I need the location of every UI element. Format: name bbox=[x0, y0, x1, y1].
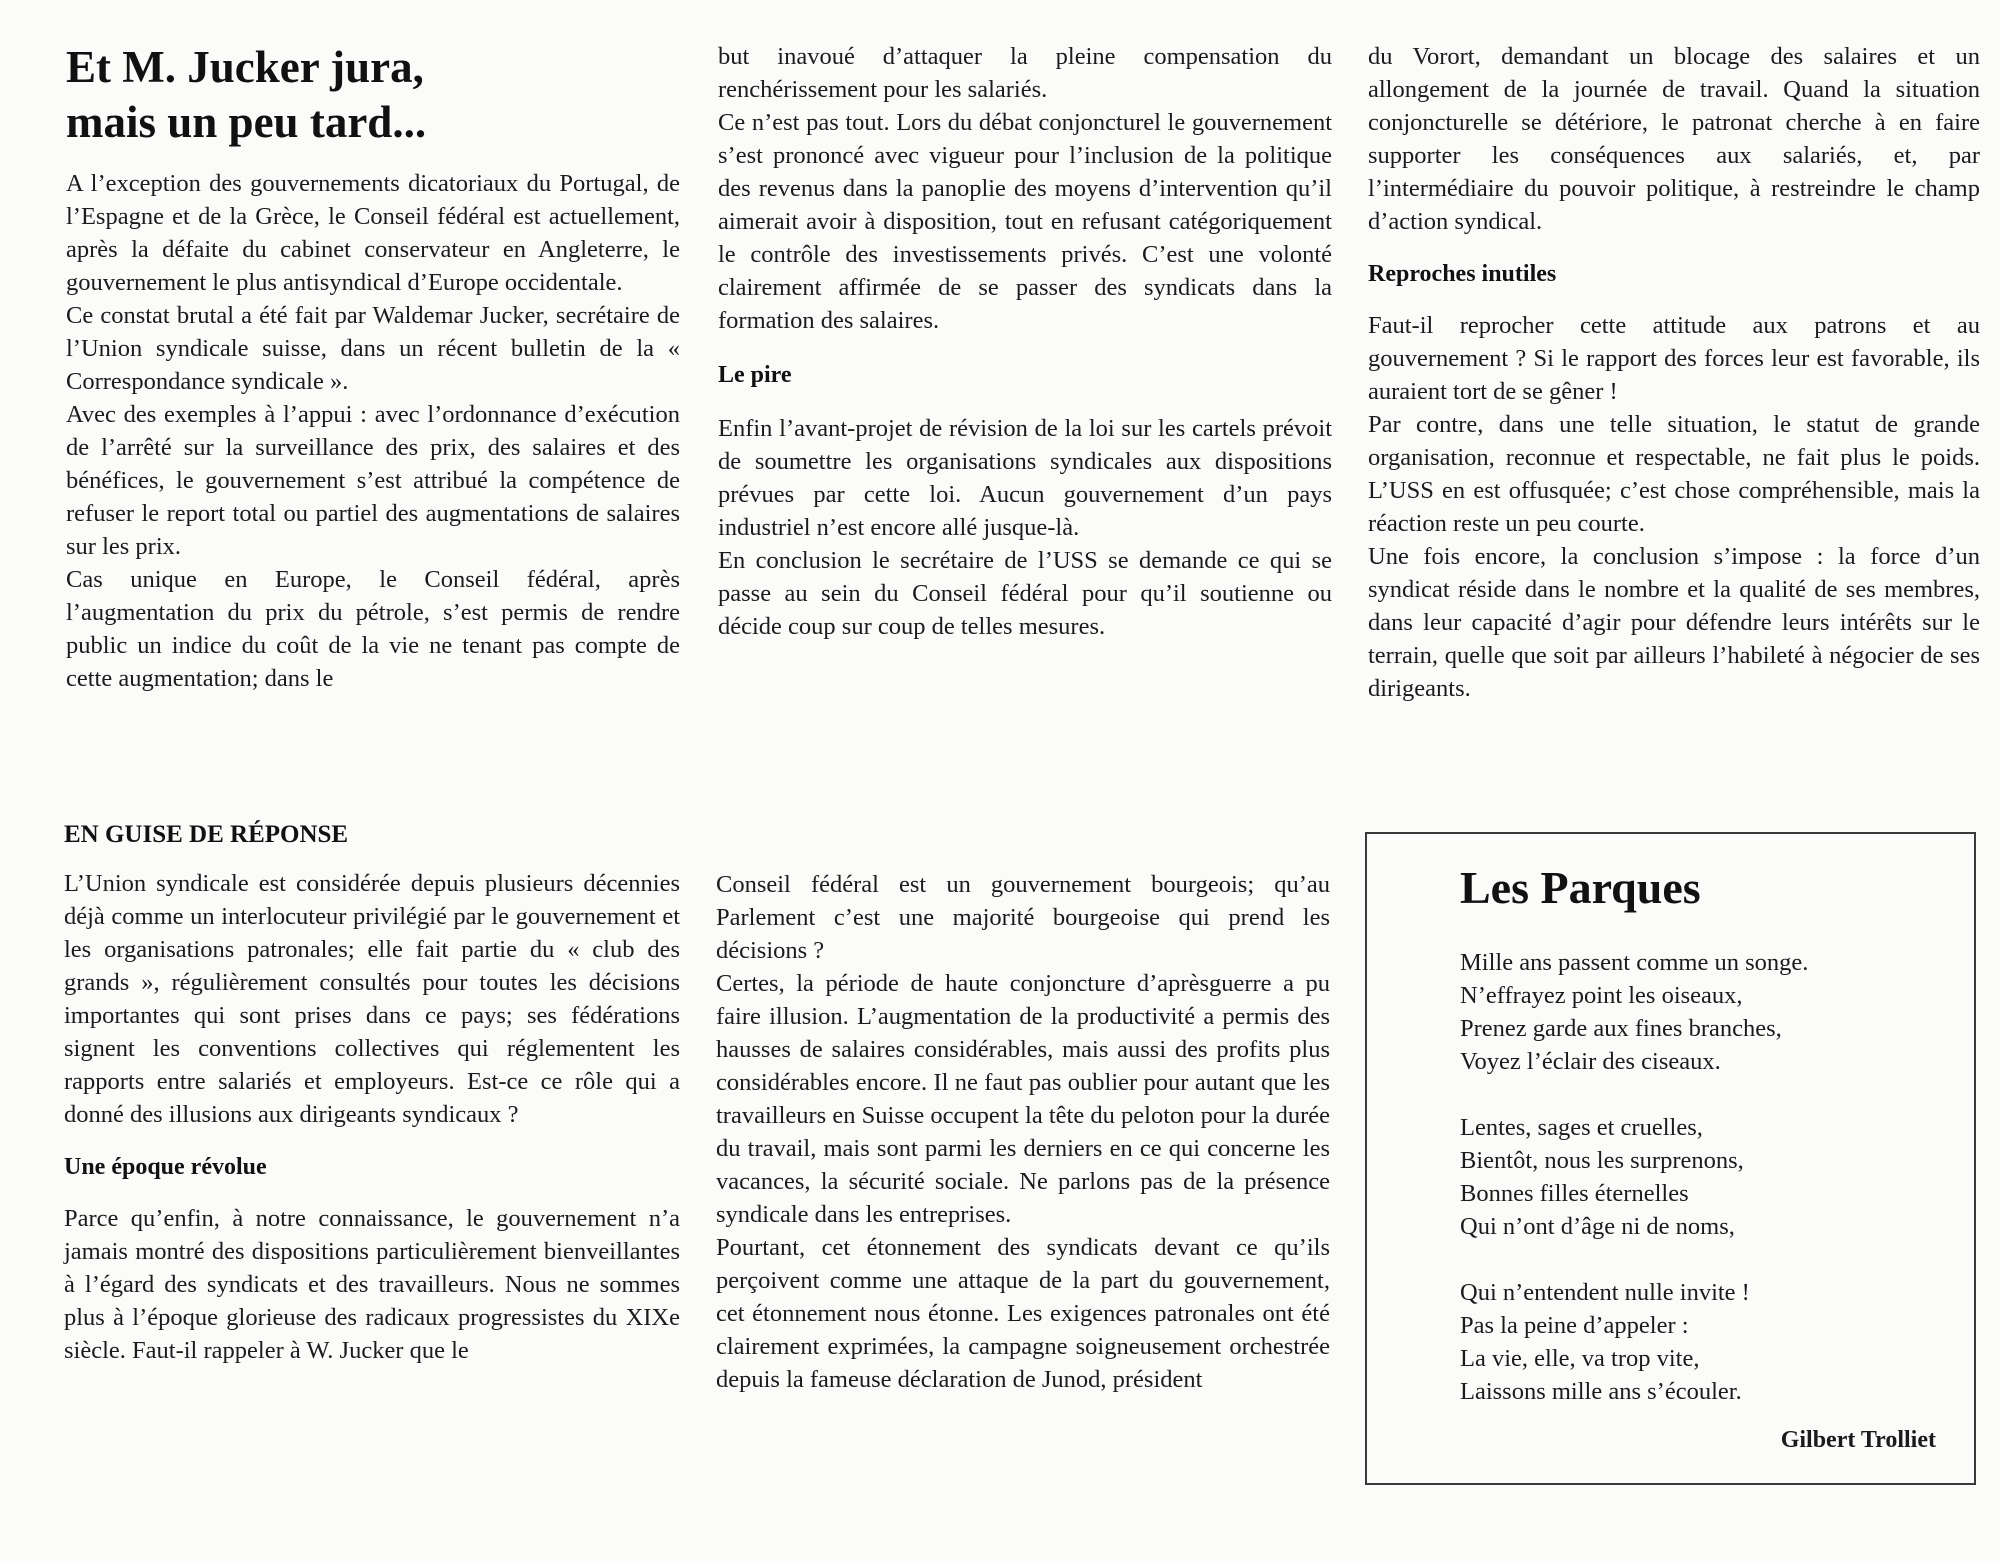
poem-line: La vie, elle, va trop vite, bbox=[1460, 1345, 1700, 1372]
section-heading-le-pire: Le pire bbox=[718, 362, 792, 388]
poem-line: Laissons mille ans s’écouler. bbox=[1460, 1378, 1742, 1405]
poem-box bbox=[1365, 832, 1976, 1485]
article-paragraph: but inavoué d’attaquer la pleine compensation du renchérissement pour les salariés. bbox=[718, 43, 1332, 103]
poem-stanza-1 bbox=[1460, 946, 1808, 1078]
poem-line: N’effrayez point les oiseaux, bbox=[1460, 982, 1743, 1009]
article-paragraph: Faut-il reprocher cette attitude aux patrons et au gouvernement ? Si le rapport des forces leur est favorable, ils auraient tort de se gêner ! bbox=[1368, 312, 1980, 405]
poem-line: Lentes, sages et cruelles, bbox=[1460, 1114, 1703, 1141]
poem-line: Pas la peine d’appeler : bbox=[1460, 1312, 1689, 1339]
section-heading-en-guise-de-reponse: EN GUISE DE RÉPONSE bbox=[64, 821, 349, 848]
article-paragraph: Parce qu’enfin, à notre connaissance, le gouvernement n’a jamais montré des dispositions particulièrement bienveillantes à l’égard des syndicats et des travailleurs. Nous ne sommes plus à l’époque glorieuse des radicaux progressistes du XIXe siècle. Faut-il rappeler à W. Jucker que le bbox=[64, 1205, 680, 1364]
article-title bbox=[66, 40, 680, 150]
poem-stanza-2 bbox=[1460, 1111, 1808, 1243]
poem-line: Qui n’ont d’âge ni de noms, bbox=[1460, 1213, 1735, 1240]
article-paragraph: Avec des exemples à l’appui : avec l’ordonnance d’exécution de l’arrêté sur la surveillance des prix, des salaires et des bénéfices, le gouvernement s’est attribué la compétence de refuser le report total ou partiel des augmentations de salaires sur les prix. bbox=[66, 401, 680, 560]
article-paragraph: Ce constat brutal a été fait par Waldemar Jucker, secrétaire de l’Union syndicale suisse, dans un récent bulletin de la « Correspondance syndicale ». bbox=[66, 302, 680, 395]
column-2-bottom bbox=[716, 868, 1330, 1396]
column-3 bbox=[1368, 40, 1980, 705]
article-paragraph: Par contre, dans une telle situation, le statut de grande organisation, reconnue et respectable, ne fait plus le poids. L’USS en est offusquée; c’est chose compréhensible, mais la réaction reste un peu courte. bbox=[1368, 411, 1980, 537]
section-heading-une-epoque-revolue: Une époque révolue bbox=[64, 1154, 267, 1180]
column-1 bbox=[66, 40, 680, 695]
column-1-bottom bbox=[64, 818, 680, 1367]
article-paragraph: En conclusion le secrétaire de l’USS se demande ce qui se passe au sein du Conseil fédéral pour qu’il soutienne ou décide coup sur coup de telles mesures. bbox=[718, 547, 1332, 640]
section-heading-reproches: Reproches inutiles bbox=[1368, 261, 1557, 287]
poem-author: Gilbert Trolliet bbox=[1780, 1427, 1936, 1453]
article-paragraph: Pourtant, cet étonnement des syndicats devant ce qu’ils perçoivent comme une attaque de la part du gouvernement, cet étonnement nous étonne. Les exigences patronales ont été clairement exprimées, la campagne soigneusement orchestrée depuis la fameuse déclaration de Junod, président bbox=[716, 1234, 1330, 1393]
article-title-line-1: Et M. Jucker jura, bbox=[66, 42, 424, 92]
poem-line: Bientôt, nous les surprenons, bbox=[1460, 1147, 1744, 1174]
article-paragraph: L’Union syndicale est considérée depuis plusieurs décennies déjà comme un interlocuteur privilégié par le gouvernement et les organisations patronales; elle fait partie du « club des grands », régulièrement consultés pour toutes les décisions importantes qui sont prises dans ce pays; ses fédérations signent les conventions collectives qui réglementent les rapports entre salariés et employeurs. Est-ce ce rôle qui a donné des illusions aux dirigeants syndicaux ? bbox=[64, 870, 680, 1128]
article-paragraph: Conseil fédéral est un gouvernement bourgeois; qu’au Parlement c’est une majorité bourgeoise qui prend les décisions ? bbox=[716, 871, 1330, 964]
poem-line: Bonnes filles éternelles bbox=[1460, 1180, 1689, 1207]
article-title-line-2: mais un peu tard... bbox=[66, 97, 427, 147]
article-paragraph: du Vorort, demandant un blocage des salaires et un allongement de la journée de travail. Quand la situation conjoncturelle se détériore, le patronat cherche à en faire supporter les conséquences aux salariés, et, par l’intermédiaire du pouvoir politique, à restreindre le champ d’action syndical. bbox=[1368, 43, 1980, 235]
poem-body bbox=[1460, 946, 1808, 1441]
article-paragraph: Une fois encore, la conclusion s’impose : la force d’un syndicat réside dans le nombre et la qualité de ses membres, dans leur capacité d’agir pour défendre leurs intérêts sur le terrain, quelle que soit par ailleurs l’habileté à négocier de ses dirigeants. bbox=[1368, 543, 1980, 702]
poem-line: Prenez garde aux fines branches, bbox=[1460, 1015, 1782, 1042]
article-paragraph: Certes, la période de haute conjoncture d’aprèsguerre a pu faire illusion. L’augmentation de la productivité a permis des hausses de salaires considérables, mais aussi des profits plus considérables encore. Il ne faut pas oublier pour autant que les travailleurs en Suisse occupent la tête du peloton pour la durée du travail, mais sont parmi les derniers en ce qui concerne les vacances, la sécurité sociale. Ne parlons pas de la présence syndicale dans les entreprises. bbox=[716, 970, 1330, 1228]
column-2 bbox=[718, 40, 1332, 643]
poem-line: Voyez l’éclair des ciseaux. bbox=[1460, 1048, 1721, 1075]
article-paragraph: A l’exception des gouvernements dicatoriaux du Portugal, de l’Espagne et de la Grèce, le Conseil fédéral est actuellement, après la défaite du cabinet conservateur en Angleterre, le gouvernement le plus antisyndical d’Europe occidentale. bbox=[66, 170, 680, 296]
poem-stanza-3 bbox=[1460, 1276, 1808, 1408]
poem-line: Qui n’entendent nulle invite ! bbox=[1460, 1279, 1750, 1306]
article-paragraph: Enfin l’avant-projet de révision de la loi sur les cartels prévoit de soumettre les organisations syndicales aux dispositions prévues par cette loi. Aucun gouvernement d’un pays industriel n’est encore allé jusque-là. bbox=[718, 415, 1332, 541]
poem-line: Mille ans passent comme un songe. bbox=[1460, 949, 1809, 976]
article-paragraph: Cas unique en Europe, le Conseil fédéral, après l’augmentation du prix du pétrole, s’est permis de rendre public un indice du coût de la vie ne tenant pas compte de cette augmentation; dans le bbox=[66, 566, 680, 692]
poem-title: Les Parques bbox=[1460, 862, 1701, 913]
article-paragraph: Ce n’est pas tout. Lors du débat conjoncturel le gouvernement s’est prononcé avec vigueur pour l’inclusion de la politique des revenus dans la panoplie des moyens d’intervention qu’il aimerait avoir à disposition, tout en refusant catégoriquement le contrôle des investissements privés. C’est une volonté clairement affirmée de se passer des syndicats dans la formation des salaires. bbox=[718, 109, 1332, 334]
